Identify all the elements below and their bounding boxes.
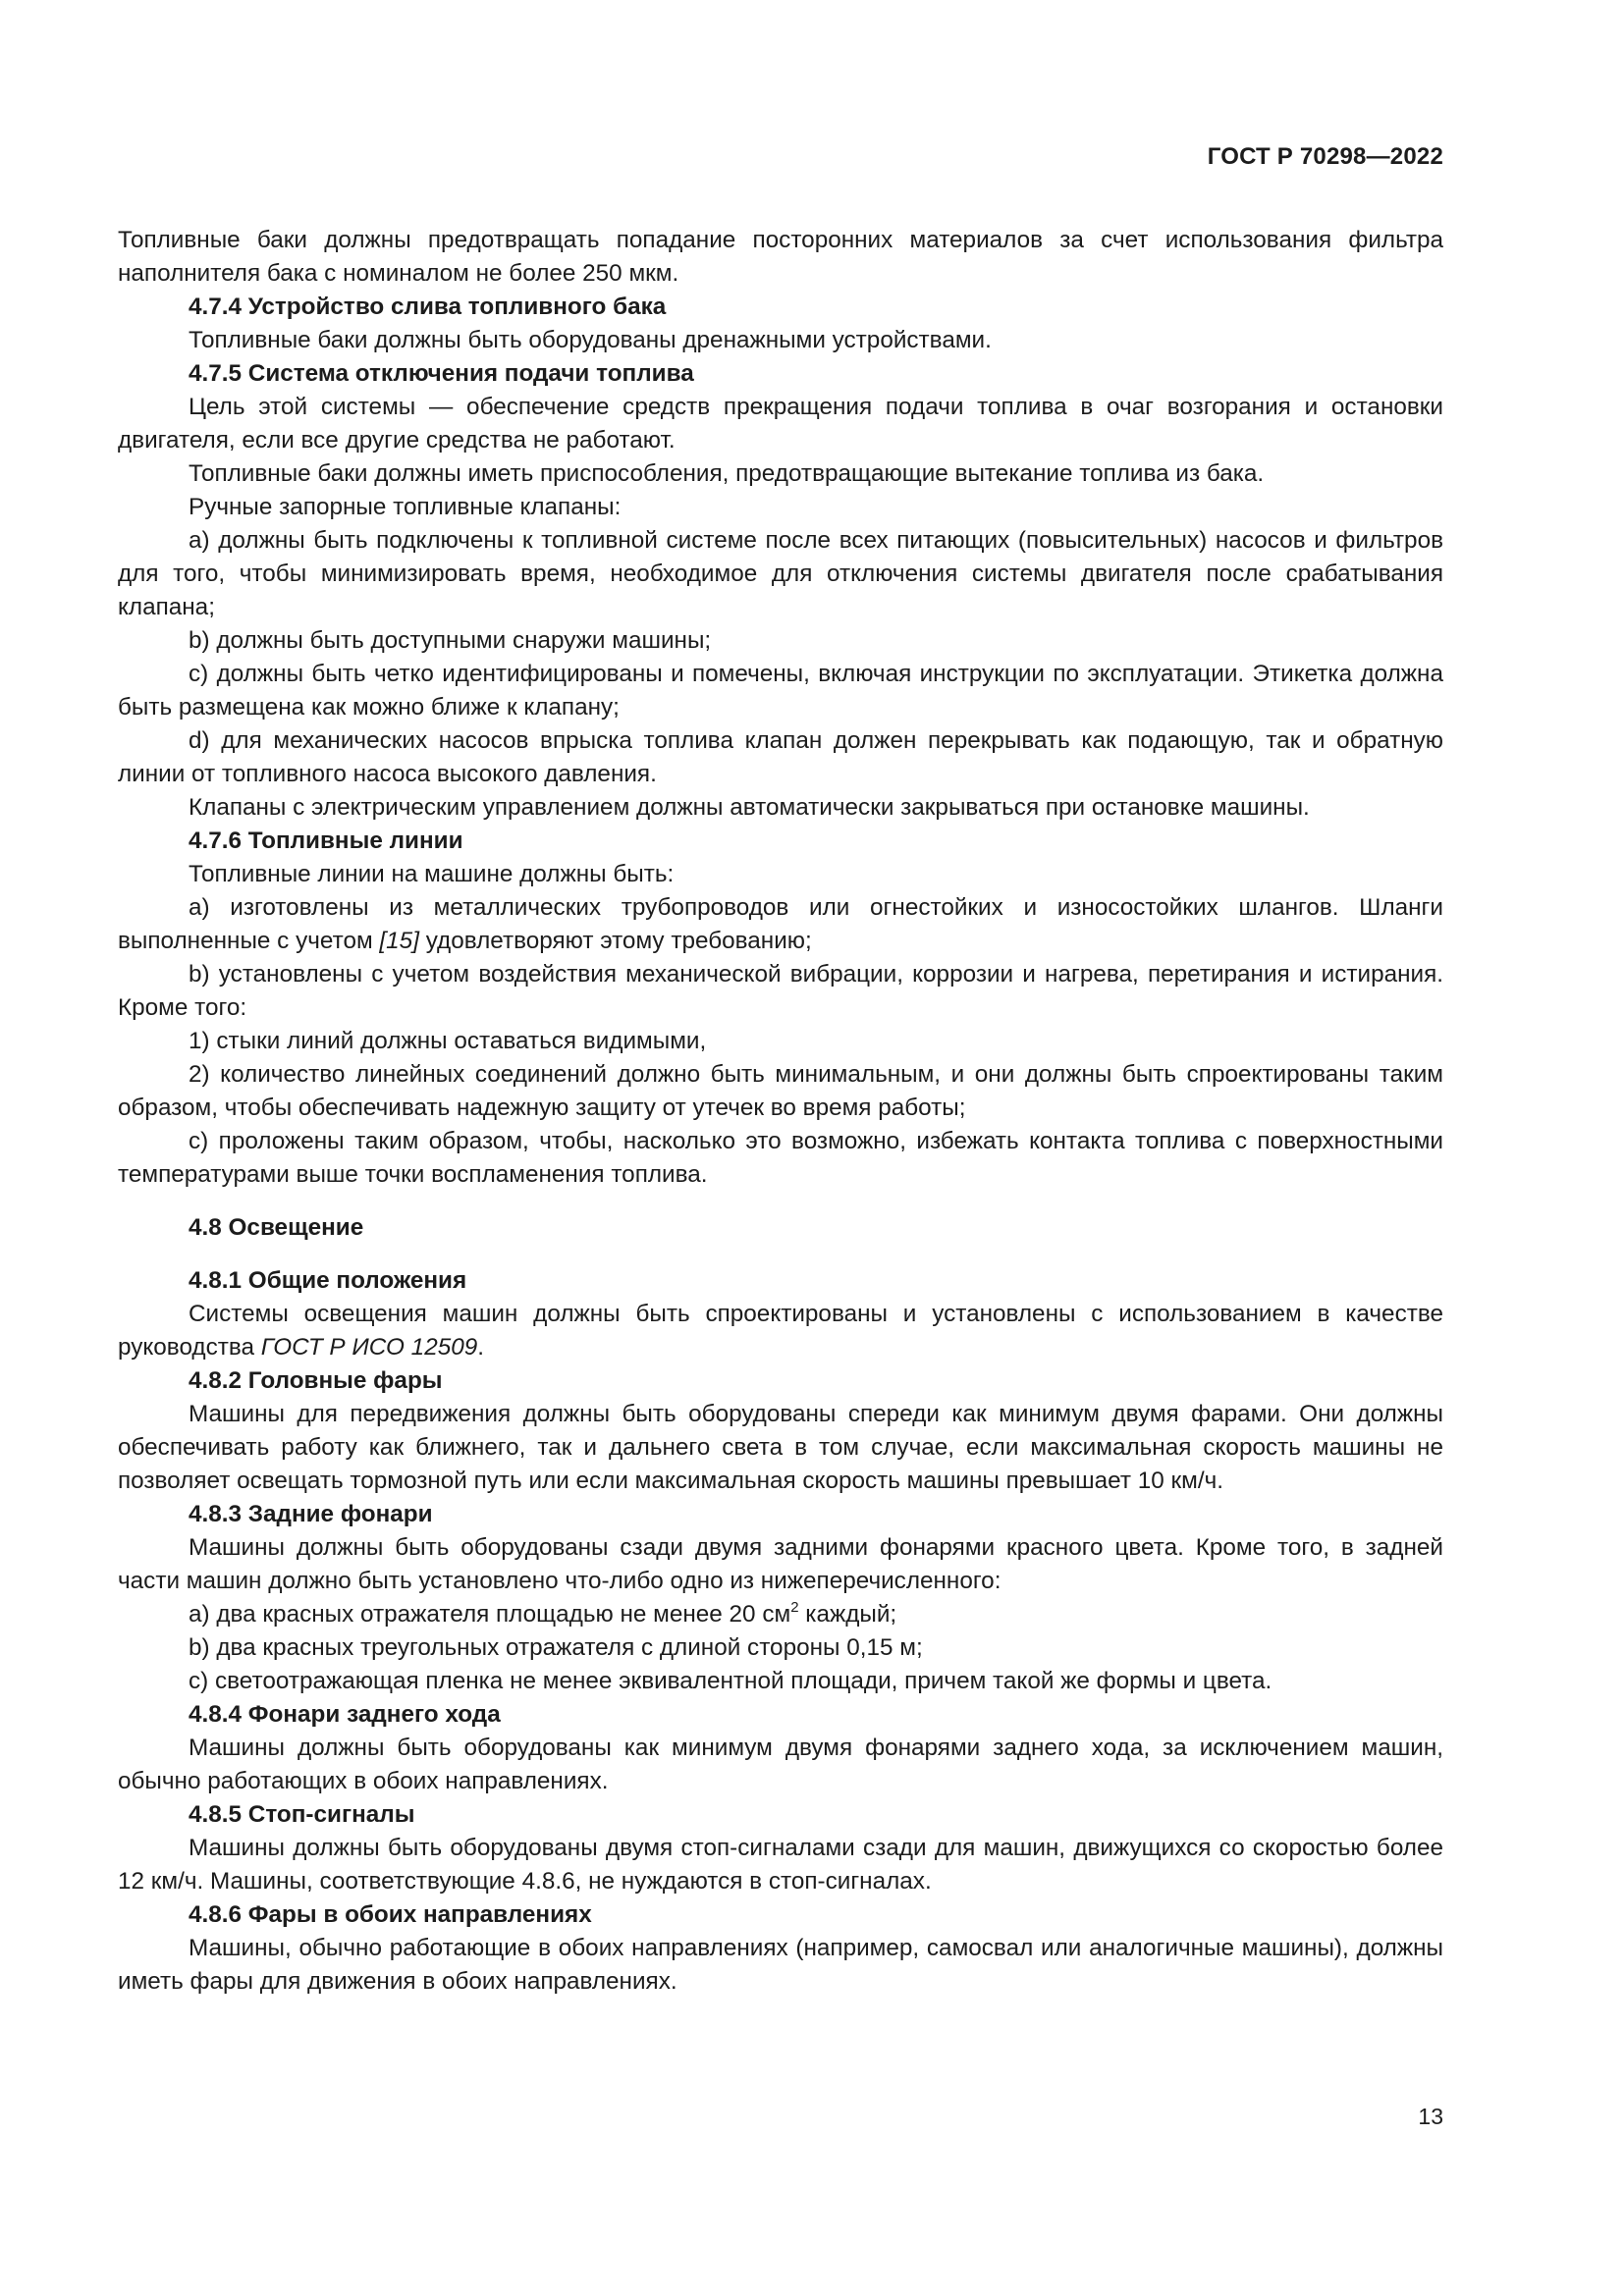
list-item: d) для механических насосов впрыска топлива клапан должен перекрывать как подающую, так и обратную линии от топливного насоса высокого давления. [118, 727, 1443, 787]
text-segment: Системы освещения машин должны быть спроектированы и установлены с использованием в качестве руководства [118, 1301, 1443, 1361]
paragraph: Топливные баки должны быть оборудованы дренажными устройствами. [189, 327, 992, 353]
list-item: а) должны быть подключены к топливной системе после всех питающих (повысительных) насосов и фильтров для того, чтобы минимизировать время, необходимое для отключения системы двигателя после срабатывания клапана; [118, 527, 1443, 620]
section-heading-4-8-2: 4.8.2 Головные фары [189, 1367, 443, 1394]
paragraph [118, 1298, 1443, 1364]
paragraph: Топливные баки должны иметь приспособления, предотвращающие вытекание топлива из бака. [189, 460, 1265, 487]
section-heading-4-8-3: 4.8.3 Задние фонари [189, 1501, 433, 1527]
list-item: c) проложены таким образом, чтобы, насколько это возможно, избежать контакта топлива с поверхностными температурами выше точки воспламенения топлива. [118, 1128, 1443, 1188]
list-item: b) два красных треугольных отражателя с длиной стороны 0,15 м; [189, 1634, 923, 1661]
superscript: 2 [790, 1599, 799, 1616]
list-item: 1) стыки линий должны оставаться видимыми, [189, 1028, 707, 1054]
paragraph: Машины должны быть оборудованы двумя стоп-сигналами сзади для машин, движущихся со скоростью более 12 км/ч. Машины, соответствующие 4.8.6, не нуждаются в стоп-сигналах. [118, 1835, 1443, 1895]
paragraph: Топливные баки должны предотвращать попадание посторонних материалов за счет использования фильтра наполнителя бака с номиналом не более 250 мкм. [118, 227, 1443, 287]
section-heading-4-8: 4.8 Освещение [189, 1214, 364, 1241]
section-heading-4-7-6: 4.7.6 Топливные линии [189, 828, 463, 854]
section-heading-4-8-6: 4.8.6 Фары в обоих направлениях [189, 1901, 592, 1928]
list-item: b) установлены с учетом воздействия механической вибрации, коррозии и нагрева, перетирания и истирания. Кроме того: [118, 961, 1443, 1021]
page-number: 13 [1418, 2104, 1443, 2129]
standard-reference: ГОСТ Р ИСО 12509 [260, 1334, 478, 1361]
paragraph: Ручные запорные топливные клапаны: [189, 494, 622, 520]
list-item: 2) количество линейных соединений должно быть минимальным, и они должны быть спроектированы таким образом, чтобы обеспечивать надежную защиту от утечек во время работы; [118, 1061, 1443, 1121]
paragraph: Машины должны быть оборудованы как минимум двумя фонарями заднего хода, за исключением машин, обычно работающих в обоих направлениях. [118, 1735, 1443, 1794]
list-item [118, 891, 1443, 958]
list-item: b) должны быть доступными снаружи машины; [189, 627, 712, 654]
text-segment: каждый; [798, 1601, 897, 1628]
section-heading-4-8-4: 4.8.4 Фонари заднего хода [189, 1701, 501, 1728]
text-segment: а) два красных отражателя площадью не менее 20 см [189, 1601, 791, 1628]
paragraph: Клапаны с электрическим управлением должны автоматически закрываться при остановке машины. [189, 794, 1310, 821]
section-heading-4-7-4: 4.7.4 Устройство слива топливного бака [189, 294, 667, 320]
section-heading-4-7-5: 4.7.5 Система отключения подачи топлива [189, 360, 694, 387]
paragraph: Машины для передвижения должны быть оборудованы спереди как минимум двумя фарами. Они должны обеспечивать работу как ближнего, так и дальнего света в том случае, если максимальная скорость машины не позволяет освещать тормозной путь или если максимальная скорость машины превышает 10 км/ч. [118, 1401, 1443, 1494]
list-item: c) должны быть четко идентифицированы и помечены, включая инструкции по эксплуатации. Этикетка должна быть размещена как можно ближе к клапану; [118, 661, 1443, 721]
paragraph: Машины, обычно работающие в обоих направлениях (например, самосвал или аналогичные машины), должны иметь фары для движения в обоих направлениях. [118, 1935, 1443, 1995]
document-code: ГОСТ Р 70298—2022 [1207, 143, 1443, 170]
section-heading-4-8-1: 4.8.1 Общие положения [189, 1267, 467, 1294]
list-item [118, 1598, 1443, 1631]
list-item: c) светоотражающая пленка не менее эквивалентной площади, причем такой же формы и цвета. [189, 1668, 1272, 1694]
text-segment: а) изготовлены из металлических трубопроводов или огнестойких и износостойких шлангов. Шланги выполненные с учетом [118, 894, 1443, 954]
document-body [118, 224, 1443, 1999]
reference-link: [15] [379, 928, 419, 954]
section-heading-4-8-5: 4.8.5 Стоп-сигналы [189, 1801, 415, 1828]
paragraph: Топливные линии на машине должны быть: [189, 861, 675, 887]
paragraph: Цель этой системы — обеспечение средств прекращения подачи топлива в очаг возгорания и остановки двигателя, если все другие средства не работают. [118, 394, 1443, 454]
text-segment: . [477, 1334, 485, 1361]
paragraph: Машины должны быть оборудованы сзади двумя задними фонарями красного цвета. Кроме того, в задней части машин должно быть установлено что-либо одно из нижеперечисленного: [118, 1534, 1443, 1594]
text-segment: удовлетворяют этому требованию; [418, 928, 812, 954]
